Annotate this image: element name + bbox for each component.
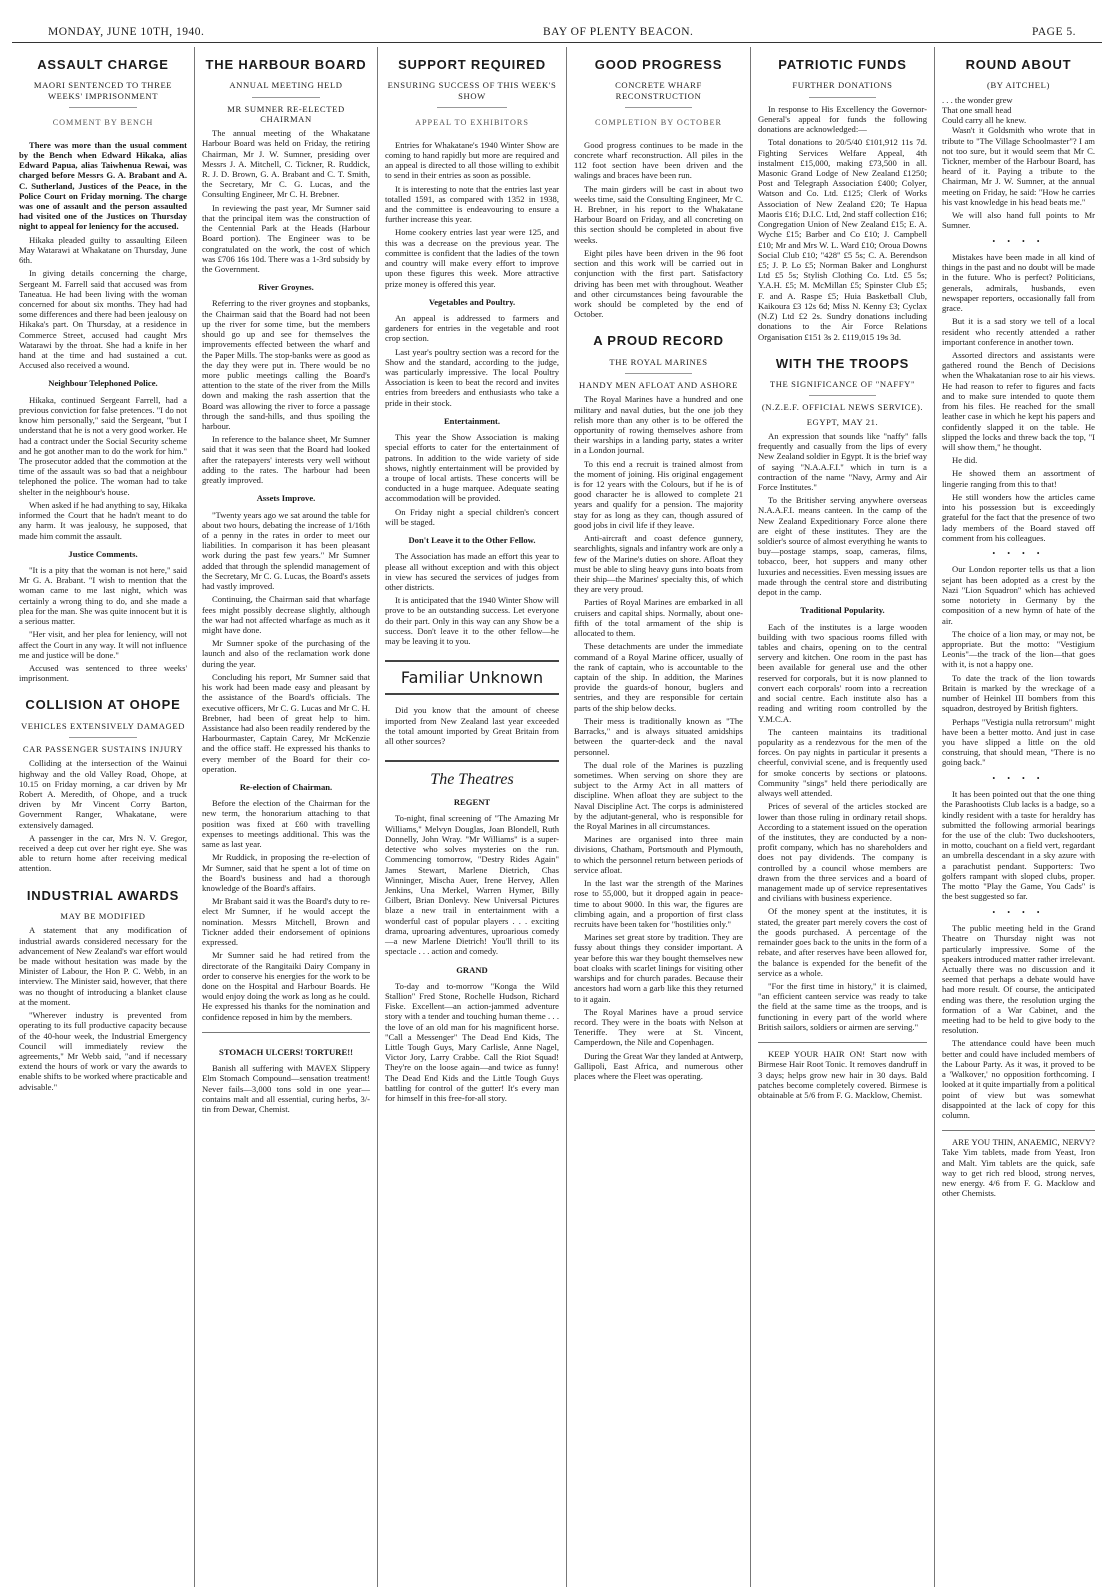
- headline-assault-charge: ASSAULT CHARGE: [37, 57, 169, 72]
- paragraph: The main girders will be cast in about two weeks time, said the Consulting Engineer, Mr C. H. Brebner, in his report to the Whakatane Harbour Board on Friday, and all concreting on this section should be completed in about five weeks.: [574, 183, 743, 245]
- paragraph: In reference to the balance sheet, Mr Sumner said that it was seen that the Board had looked after the ratepayers' interests very well without adding to the rates. The harbour had been greatly improved.: [202, 434, 370, 486]
- ad-text: Banish all suffering with MAVEX Slippery Elm Stomach Compound—sensation treatment! Never fails—3,000 tons sold in one year—contains malt and all essential, curing herbs, 3/- tin from Dewar, Chemist.: [202, 1063, 370, 1114]
- paragraph: It is anticipated that the 1940 Winter Show will prove to be an outstanding success. Let everyone do their part. Only in this way can any Show be a success. Don't leave it to the other fellow—he may be leaving it to you.: [385, 595, 559, 647]
- paragraph: An appeal is addressed to farmers and gardeners for entries in the vegetable and root crop section.: [385, 312, 559, 344]
- lead-paragraph: There was more than the usual comment by the Bench when Edward Hikaka, alias Edward Papua, alias Taiwhenua Rewai, was charged before Messrs G. A. Brabant and A. C. Sutherland, Justices of the Peace, in the Police Court on Friday morning. The charge was one of assault and the person assaulted had visited one of the Justices on Thursday night to appeal for leniency for the accused.: [19, 139, 187, 232]
- paragraph: It is interesting to note that the entries last year totalled 1591, as compared with 1352 in 1938, and the committee is endeavouring to ensure a further increase this year.: [385, 183, 559, 225]
- paragraph: "It is a pity that the woman is not here," said Mr G. A. Brabant. "I wish to mention that the woman came to me last night, which was certainly a wrong thing to do, and she made a plea for the man. She was quite innocent but it is a serious matter.: [19, 564, 187, 627]
- divider: [625, 107, 693, 108]
- paragraph: Mr Sumner spoke of the purchasing of the launch and also of the reclamation work done during the year.: [202, 638, 370, 669]
- column-2: [195, 47, 378, 1587]
- subhead: ENSURING SUCCESS OF THIS WEEK'S SHOW: [387, 80, 557, 101]
- kicker: HANDY MEN AFLOAT AND ASHORE: [579, 380, 738, 391]
- subhead: CAR PASSENGER SUSTAINS INJURY: [22, 744, 184, 755]
- paragraph: Before the election of the Chairman for the new term, the honorarium attaching to that position was fixed at £60 with travelling expenses to meetings additional. This was the same as last year.: [202, 798, 370, 850]
- paragraph: Mistakes have been made in all kind of things in the past and no doubt will be made in the future. Who is perfect? Politicians, generals, admirals, husbands, even newspaper reporters, occasionally fall from grace.: [942, 252, 1095, 314]
- paragraph: He did.: [952, 455, 978, 466]
- kicker: (N.Z.E.F. OFFICIAL NEWS SERVICE).: [761, 402, 924, 413]
- paragraph: These detachments are under the immediate command of a Royal Marine officer, usually of the rank of captain, who is accountable to the captain of the ship. In addition, the Marines provide the guards-of honour, buglers and sentries, and they are responsible for certain parts of the ship below decks.: [574, 641, 743, 713]
- paragraph: Mr Ruddick, in proposing the re-election of Mr Sumner, said that he spent a lot of time on the Board's business and had a thorough knowledge of the Board's affairs.: [202, 852, 370, 893]
- paragraph: Continuing, the Chairman said that wharfage fees might possibly decrease slightly, although the war had not affected wharfage as much as it might have done.: [202, 594, 370, 635]
- paragraph: The choice of a lion may, or may not, be appropriate. But the motto: "Vestigium Leonis"—the track of the lion—that goes with it, is not a happy one.: [942, 628, 1095, 670]
- kicker: COMMENT BY BENCH: [52, 117, 154, 127]
- paragraph: We will also hand full points to Mr Sumner.: [942, 210, 1095, 231]
- subhead: THE SIGNIFICANCE OF "NAFFY": [769, 379, 916, 390]
- paragraph: The annual meeting of the Whakatane Harbour Board was held on Friday, the retiring Chairman, Mr J. W. Sumner, presiding over Messrs J. A. Mitchell, C. Tickner, R. Ruddick, R. J. D. Brown, G. A. Brabant and C. T. Smith, the Secretary, Mr C. G. Lucas, and the Consulting Engineer, Mr C. H. Brebner.: [202, 128, 370, 200]
- section-separator: • • • •: [992, 907, 1045, 917]
- headline-proud-record: A PROUD RECORD: [593, 333, 724, 349]
- paragraph: Eight piles have been driven in the 96 foot section and this work will be carried out in conjunction with the first part. Satisfactory driving has been met with throughout. Weather and other circumstances being favourable the work should be completed by the end of October.: [574, 247, 743, 320]
- paragraph: In reviewing the past year, Mr Sumner said that the principal item was the construction of the Centennial Park at the Heads (Harbour Board portion). The Engineer was to be congratulated on the work, the cost of which was £706 16s 10d. There was a 1-3rd subsidy by the Government.: [202, 202, 370, 274]
- paragraph: Parties of Royal Marines are embarked in all cruisers and capital ships. Normally, about one-fifth of the total armament of the ship is allocated to them.: [574, 597, 743, 639]
- paragraph: In giving details concerning the charge, Sergeant M. Farrell said that accused was from Taneatua. He had been living with the woman concerned for about six months. They had had some differences and there had been jealousy on Hikaka's part. On Thursday, at a residence in Commerce Street, accused had caught Mrs Watarawi by the throat. She had a knife in her hand at the time and had sustained a cut. Accused also received a wound.: [19, 268, 187, 371]
- crosshead: Vegetables and Poultry.: [428, 296, 516, 307]
- page-number: PAGE 5.: [1032, 26, 1076, 38]
- headline-theatres: The Theatres: [385, 760, 559, 789]
- crosshead: Don't Leave it to the Other Fellow.: [408, 535, 536, 546]
- issue-date: MONDAY, JUNE 10TH, 1940.: [48, 26, 205, 38]
- paragraph: It has been pointed out that the one thing the Parashootists Club lacks is a badge, so a kindly resident with a taste for heraldry has submitted the following armorial bearings for the use of the club: Two duckshooters, in motto, couchant on a field vert, regardant an umbrella descendant in a sky azure with a parachutist pendant. Supporters: Two golfers rampant with sloped clubs, proper. The motto "Play the Game, You Cads" is the best suggested so far.: [942, 789, 1095, 902]
- advertisement-birmese: [758, 1042, 927, 1100]
- dateline: EGYPT, MAY 21.: [806, 416, 879, 427]
- headline-patriotic-funds: PATRIOTIC FUNDS: [778, 57, 907, 72]
- divider: [437, 107, 507, 108]
- subhead: THE ROYAL MARINES: [609, 356, 708, 367]
- paragraph: During the Great War they landed at Antwerp, Gallipoli, East Africa, and numerous other places where the Fleet was operating.: [574, 1050, 743, 1082]
- headline-harbour-board: THE HARBOUR BOARD: [205, 57, 367, 72]
- column-5: [751, 47, 935, 1587]
- paragraph: Accused was sentenced to three weeks' imprisonment.: [19, 662, 187, 684]
- paragraph: To the Britisher serving anywhere overseas N.A.A.F.I. means canteen. In the camp of the New Zealand Expeditionary Force alone there are eight of these institutes. They are the soldier's source of almost everything he wants to buy—postage stamps, soap, cameras, films, tobacco, beer, hot suppers and many other luxuries and necessities. Even messing issues are made through the central store and distributing depot in the camp.: [758, 495, 927, 598]
- paragraph: Perhaps "Vestigia nulla retrorsum" might have been a better motto. And just in case you have slipped a little on the old construing, that should mean, "There is no going back.": [942, 716, 1095, 768]
- crosshead: Justice Comments.: [68, 548, 138, 559]
- divider: [69, 737, 136, 738]
- paragraph: "Her visit, and her plea for leniency, will not affect the Court in any way. It will not influence me and justice will be done.": [19, 629, 187, 660]
- paragraph: Hikaka, continued Sergeant Farrell, had a previous conviction for false pretences. "I do not know him personally," said the Sergeant, "but I understand that he is not a very good worker. He had a contract under the Social Security scheme and he got another man to do the work for him." The prosecutor added that the commotion at the time of the assault was so bad that a neighbour telephoned the police. The woman had to take shelter in the neighbour's house.: [19, 394, 187, 497]
- paragraph: "Wherever industry is prevented from operating to its full productive capacity because of the 40-hour week, the Industrial Emergency Council will immediately review the agreements," Mr Webb said, "and if necessary extend the hours of work or vary the awards to enable shifts to be worked where practicable and advisable.": [19, 1010, 187, 1092]
- paragraph: This year the Show Association is making special efforts to cater for the entertainment of patrons. In addition to the wide variety of side shows, nightly entertainment will be provided by a troupe of local artists. These concerts will be conducted in a huge marquee. Adequate seating accommodation will be provided.: [385, 432, 559, 504]
- paragraph: Colliding at the intersection of the Wainui highway and the old Valley Road, Ohope, at 10.15 on Friday morning, a car driven by Mr Robert A. Meredith, of Ohope, and a truck driven by Mr Vincent Corry Barton, Government Ranger, Whakatane, were extensively damaged.: [19, 758, 187, 830]
- column-3: [378, 47, 567, 1587]
- ad-text: KEEP YOUR HAIR ON! Start now with Birmese Hair Root Tonic. It removes dandruff in 3 days; helps grow new hair in 30 days. Bald patches become completely covered. Birmese is obtainable at 5/6 from F. G. Macklow, Chemist.: [758, 1049, 927, 1100]
- crosshead: Re-election of Chairman.: [239, 782, 333, 793]
- subhead: MAORI SENTENCED TO THREE WEEKS' IMPRISONMENT: [33, 80, 173, 101]
- kicker: APPEAL TO EXHIBITORS: [415, 117, 529, 127]
- paragraph: Wasn't it Goldsmith who wrote that in tribute to "The Village Schoolmaster"? I am not too sure, but it would seem that Mr C. Tickner, member of the Harbour Board, has heard of it. Paying a tribute to the Chairman, Mr J. W. Sumner, at the annual meeting on Friday, he said: "How he carries his vast knowledge in his head beats me.": [942, 125, 1095, 207]
- paragraph: Prices of several of the articles stocked are lower than those ruling in ordinary retail shops. According to a statement issued on the operation of the institutes, they are conducted by a non-profit company, which has no shareholders and does not pay dividends. The company is controlled by a council whose members are drawn from the three services and a board of management made up of service representatives and civilians with business experience.: [758, 801, 927, 904]
- crosshead: Entertainment.: [443, 415, 501, 426]
- paragraph: Good progress continues to be made in the concrete wharf reconstruction. All piles in the 112 foot section have been driven and the walings and braces have been run.: [574, 139, 743, 181]
- paragraph: The dual role of the Marines is puzzling sometimes. When serving on shore they are subject to the Army Act in all matters of discipline. When afloat they are subject to the Naval Discipline Act. The corps is administered by the adjutant-general, who is responsible for the Royal Marines in all circumstances.: [574, 759, 743, 832]
- paragraph: Assorted directors and assistants were gathered round the Bench of Decisions when the Whakatanian rose to air his views. He had reason to refer to figures and facts and to make sure intended to quote them from his files. He reached for the small leather case in which he kept his papers and confidently slapped it on the table. He slipped the locks and threw back the top, "I will show them," he thought.: [942, 350, 1095, 452]
- paragraph: Each of the institutes is a large wooden building with two spacious rooms filled with tables and chairs, opening on to the central servery and kitchen. One room in the past has been available for general use and the other reserved for corporals, but it is now planned to convert each corporals' room into a recreation and social centre. Each institute also has a reading and writing room controlled by the Y.M.C.A.: [758, 621, 927, 724]
- verse-line: Could carry all he knew.: [942, 115, 1027, 126]
- headline-good-progress: GOOD PROGRESS: [594, 57, 723, 72]
- crosshead: River Groynes.: [258, 282, 314, 293]
- lead-paragraph-block: [19, 140, 187, 232]
- paragraph: Our London reporter tells us that a lion sejant has been adopted as a crest by the Nazi "Lion Squadron" which has achieved some notoriety in Germany by the composition of a new hymn of hate of the air.: [942, 564, 1095, 626]
- paragraph: A statement that any modification of industrial awards considered necessary for the advancement of New Zealand's war effort would be made without hesitation was made by the Minister of Labour, the Hon P. C. Webb, in an interview. The Minister said, however, that there was no thought of introducing a blanket clause at the moment.: [19, 925, 187, 1007]
- ad-text: ARE YOU THIN, ANAEMIC, NERVY? Take Yim tablets, made from Yeast, Iron and Malt. Yim tablets are the quick, safe way to get rich red blood, strong nerves, new energy. 4/6 from F. G. Macklow and other Chemists.: [942, 1137, 1095, 1199]
- paragraph: The Royal Marines have a proud service record. They were in the boats with Nelson at Teneriffe. They were at St. Vincent, Camperdown, the Nile and Copenhagen.: [574, 1006, 743, 1048]
- paragraph: The attendance could have been much better and could have included members of the Labour Party. As it was, it proved to be a 'Walkover,' no opposition forthcoming. I looked at it quite impartially from a political point of view but was somewhat disappointed at the lack of copy for this column.: [942, 1038, 1095, 1120]
- subhead: MAY BE MODIFIED: [60, 911, 146, 922]
- paragraph: To date the track of the lion towards Britain is marked by the wreckage of a number of Heinkel III bombers from this squadron, destroyed by British fighters.: [942, 672, 1095, 714]
- paragraph: Anti-aircraft and coast defence gunnery, searchlights, signals and infantry work are only a few of the Marine's duties on shore. Afloat they must be able to sling heavy guns into boats from their ship—the Marines' specialty this, of which they are very proud.: [574, 533, 743, 595]
- paragraph: To-night, final screening of "The Amazing Mr Williams," Melvyn Douglas, Joan Blondell, Ruth Donnelly, John Wray. "Mr Williams" is a super-detective who solves mysteries on the run. Commencing tomorrow, "Destry Rides Again" James Stewart, Marlene Dietrich, Chas Winninger, Mischa Auer, Irene Hervey, Allen Jenkins, Una Merkel, Warren Hymer, Billy Gilbert, Brian Donlevy. New Universal Pictures blaze a new trail in entertainment with a wonderful cast of popular players . . . exciting drama, uproaring adventures, uproarious comedy—a new Marlene Dietrich! You'll thrill to its spectacle . . . action and comedy.: [385, 813, 559, 957]
- divider: [809, 97, 877, 98]
- headline-collision: COLLISION AT OHOPE: [25, 697, 181, 713]
- paragraph: Last year's poultry section was a record for the Show and the standard, according to the judge, was particularly impressive. The local Poultry Association is keen to beat the record and invites entries from breeders and enthusiasts who take a pride in their stock.: [385, 346, 559, 408]
- paragraph: Concluding his report, Mr Sumner said that his work had been made easy and pleasant by the assistance of the Board's officials. The executive officers, Mr C. G. Lucas and Mr C. H. Brebner, had been of great help to him. Assistance had also been readily rendered by the Harbourmaster, Captain Carey, Mr McKenzie and the office staff. He expressed his thanks to every member of the Board for their co-operation.: [202, 671, 370, 774]
- paragraph: The Royal Marines have a hundred and one military and naval duties, but the one job they relish more than any other is to be offered the opportunity of rowing themselves ashore from their warships in a landing party, states a writer in a London journal.: [574, 394, 743, 456]
- subhead: VEHICLES EXTENSIVELY DAMAGED: [20, 720, 186, 731]
- paragraph: To-day and to-morrow "Konga the Wild Stallion" Fred Stone, Rochelle Hudson, Richard Fiske. Excellent—an action-jammed adventure story with a tender and touching human theme . . . the love of an old man for his magnificent horse. "Call a Messenger" The Dead End Kids, The Little Tough Guys, Mary Carlisle, Anne Nagel, Victor Jory, Larry Crabbe. Call the Riot Squad! They're on the loose again—and twice as funny! The Dead End Kids and the Little Tough Guys battling for control of the gutter! It's every man for himself in this free-for-all story.: [385, 980, 559, 1104]
- paragraph: A passenger in the car, Mrs N. V. Gregor, received a deep cut over her right eye. She was able to return home after receiving medical attention.: [19, 832, 187, 874]
- divider: [69, 107, 136, 108]
- paragraph: But it is a sad story we tell of a local resident who recently attended a rather important conference in another town.: [942, 316, 1095, 347]
- paragraph: Home cookery entries last year were 125, and this was a decrease on the previous year. The committee is confident that the ladies of the town and country will make every effort to improve upon these figures this week. More attractive prize money is offered this year.: [385, 227, 559, 289]
- subhead: FURTHER DONATIONS: [792, 80, 893, 91]
- paragraph: In the last war the strength of the Marines rose to 55,000, but it dropped again in peace-time to about 9000. In this war, the figures are climbing again, and a proportion of first class recruits have been taken for "hostilities only.": [574, 878, 743, 929]
- verse-line: . . . the wonder grew: [942, 94, 1013, 105]
- column-6: [935, 47, 1102, 1587]
- paragraph: Mr Sumner said he had retired from the directorate of the Rangitaiki Dairy Company in order to conserve his energies for the work to be done on the Hospital and Harbour Boards. He would enjoy doing the work as long as he could. He expressed his thanks for the nomination and confidence reposed in him by the members.: [202, 950, 370, 1022]
- crosshead: Neighbour Telephoned Police.: [48, 378, 158, 389]
- paragraph: Referring to the river groynes and stopbanks, the Chairman said that the Board had not been up the river for some time, but the members should go up and see for themselves the improvements effected between the wharf and the Paper Mills. The stop-banks were as good as the day they were put in. There would be no more public meetings calling the Board's attention to the state of the river from the Mills down and making the rash assertion that the Board was allowing the river to force a passage through the sand-hills, and thus spoiling the harbour.: [202, 298, 370, 432]
- paragraph: Of the money spent at the institutes, it is stated, the greater part merely covers the cost of the goods purchased. A percentage of the remainder goes back to the units in the form of a rebate, and after reserves have been allowed for, the balance is expended for the benefit of the service as a whole.: [758, 906, 927, 978]
- headline-industrial-awards: INDUSTRIAL AWARDS: [26, 887, 180, 903]
- headline-familiar-unknown: Familiar Unknown: [385, 660, 559, 695]
- paragraph: Hikaka pleaded guilty to assaulting Eileen May Watarawi at Whakatane on Thursday, June 6th.: [19, 234, 187, 266]
- paragraph: "Twenty years ago we sat around the table for about two hours, debating the increase of 1/16th of a penny in the rates in order to meet our liabilities. In comparison it has been pleasant work during the past few years." Mr Sumner added that through the splendid management of the Secretary, Mr C. G. Lucas, the Board's assets had vastly improved.: [202, 509, 370, 592]
- byline: (BY AITCHEL): [987, 80, 1050, 91]
- paragraph: Marines are organised into three main divisions, Chatham, Portsmouth and Plymouth, to which the personnel return between periods of service afloat.: [574, 834, 743, 875]
- paragraph: To this end a recruit is trained almost from the moment of joining. His original engagement is for 12 years with the Colours, but if he is of good character he is allowed to complete 21 years and qualify for a pension. The majority stay for as long as they can, though assured of good jobs in civil life if they leave.: [574, 458, 743, 530]
- verse: [942, 95, 1095, 126]
- subhead: CONCRETE WHARF RECONSTRUCTION: [615, 80, 702, 101]
- paragraph: Total donations to 20/5/40 £101,912 11s 7d. Fighting Services Welfare Appeal, 4th instalment £15,000, making £73,500 in all. Masonic Grand Lodge of New Zealand £1250; Post and Telegraph Association £400; Colyer, Watson and Co. Ltd. £125; Clerk of Works Association of New Zealand £20; Te Hapua Maoris £16; D.I.C. Ltd, 2nd staff collection £16; Congregation Union of New Zealand £15; E. A. Wyche £15; Barber and Co £10; J. Campbell £10; Mr and Mrs W. L. Ward £10; Oroua Downs Social Club £10; "428" £5 5s; C. A. Berendson £5; J. P. Lo £5; Norman Baker and Longhurst Ltd £5 5s; Stylish Clothing Co. Ltd. £5 5s; Y.A.H. £5; M. McMillan £5; Spinster Club £5; F. and A. Raspe £5; Huia Basketball Club, Kaikoura £3 12s 6d; Miss N. Kenny £3; Cyclax (N.Z) Ltd £2 2s. Sundry donations including donations to the Air Force Relations Organisation £151 3s 2. £119,015 19s 3d.: [758, 137, 927, 342]
- advertisement-yim: [942, 1130, 1095, 1198]
- paragraph: When asked if he had anything to say, Hikaka informed the Court that he hadn't meant to do any harm. It was jealousy, he supposed, that made him commit the assault.: [19, 499, 187, 541]
- crosshead: Traditional Popularity.: [800, 605, 885, 616]
- divider: [252, 97, 319, 98]
- advertisement-mavex: [202, 1032, 370, 1114]
- paragraph: The public meeting held in the Grand Theatre on Thursday night was not particularly impressive. Some of the speakers introduced matter rather irrelevant. Actually there was no discussion and it seemed that perhaps a debate would have had more result. Of course, the anticipated ending was there, the resolution urging the formation of a War Cabinet, and the meeting had to be held to give body to the resolution.: [942, 923, 1095, 1036]
- paragraph: Marines set great store by tradition. They are fussy about things they consider important. A year before this war they bought themselves new boat cloaks with scarlet linings for visiting other warships and for church parades. Because their ancestors had worn a garb like this they returned to it again.: [574, 932, 743, 1004]
- divider: [809, 395, 877, 396]
- column-4: [567, 47, 751, 1587]
- masthead: [12, 0, 1102, 43]
- theatre-name-regent: REGENT: [453, 797, 491, 808]
- paragraph: An expression that sounds like "naffy" falls frequently and casually from the lips of every New Zealand soldier in Egypt. It is the brief way of saying "N.A.A.F.I." which in turn is a contraction of the name "Navy, Army and Air Force Institutes.": [758, 430, 927, 492]
- columns: [12, 47, 1102, 1587]
- paragraph: Did you know that the amount of cheese imported from New Zealand last year exceeded the total amount imported by Great Britain from all other sources?: [385, 705, 559, 746]
- paragraph: Their mess is traditionally known as "The Barracks," and is always situated amidships between the quarter-deck and the naval personnel.: [574, 715, 743, 757]
- section-separator: • • • •: [992, 236, 1045, 246]
- column-1: [12, 47, 195, 1587]
- kicker: MR SUMNER RE-ELECTED CHAIRMAN: [227, 103, 345, 124]
- headline-round-about: ROUND ABOUT: [965, 57, 1072, 72]
- headline-with-the-troops: WITH THE TROOPS: [775, 355, 910, 371]
- verse-line: That one small head: [942, 104, 1012, 115]
- theatre-name-grand: GRAND: [456, 964, 488, 975]
- paragraph: "For the first time in history," it is claimed, "an efficient canteen service was ready to take the field at the same time as the troops, and is functioning in every part of the world where British sailors, soldiers or airmen are serving.": [758, 981, 927, 1032]
- paragraph: The Association has made an effort this year to please all without exception and with this object in view has secured the services of judges from other districts.: [385, 551, 559, 592]
- crosshead: Assets Improve.: [256, 493, 316, 504]
- paragraph: Mr Brabant said it was the Board's duty to re-elect Mr Sumner, if he would accept the nomination. Messrs Mitchell, Brown and Tickner added their endorsement of opinions expressed.: [202, 896, 370, 948]
- section-separator: • • • •: [992, 548, 1045, 558]
- paragraph: In response to His Excellency the Governor-General's appeal for funds the following donations are acknowledged:—: [758, 103, 927, 135]
- section-separator: • • • •: [992, 773, 1045, 783]
- subhead: ANNUAL MEETING HELD: [229, 80, 343, 91]
- kicker: COMPLETION BY OCTOBER: [595, 117, 722, 127]
- divider: [625, 373, 693, 374]
- ad-title: STOMACH ULCERS! TORTURE!!: [219, 1046, 353, 1057]
- paragraph: He showed them an assortment of lingerie ranging from this to that!: [942, 468, 1095, 489]
- headline-support-required: SUPPORT REQUIRED: [398, 57, 546, 72]
- paragraph: The canteen maintains its traditional popularity as a rendezvous for the men of the forces. On pay nights in particular it presents a cheerful, convivial scene, and is frequently used for smoke concerts by sections or platoons. Community "sings" held there periodically are always well attended.: [758, 726, 927, 799]
- paragraph: Entries for Whakatane's 1940 Winter Show are coming to hand rapidly but more are required and an appeal is directed to all those willing to exhibit to send in their entries as soon as possible.: [385, 139, 559, 181]
- paragraph: He still wonders how the articles came into his possession but is exceedingly grateful for the fact that the presence of two lady members of the Board staved off comment from his colleagues.: [942, 491, 1095, 543]
- paper-name: BAY OF PLENTY BEACON.: [542, 26, 694, 38]
- paragraph: On Friday night a special children's concert will be staged.: [385, 506, 559, 527]
